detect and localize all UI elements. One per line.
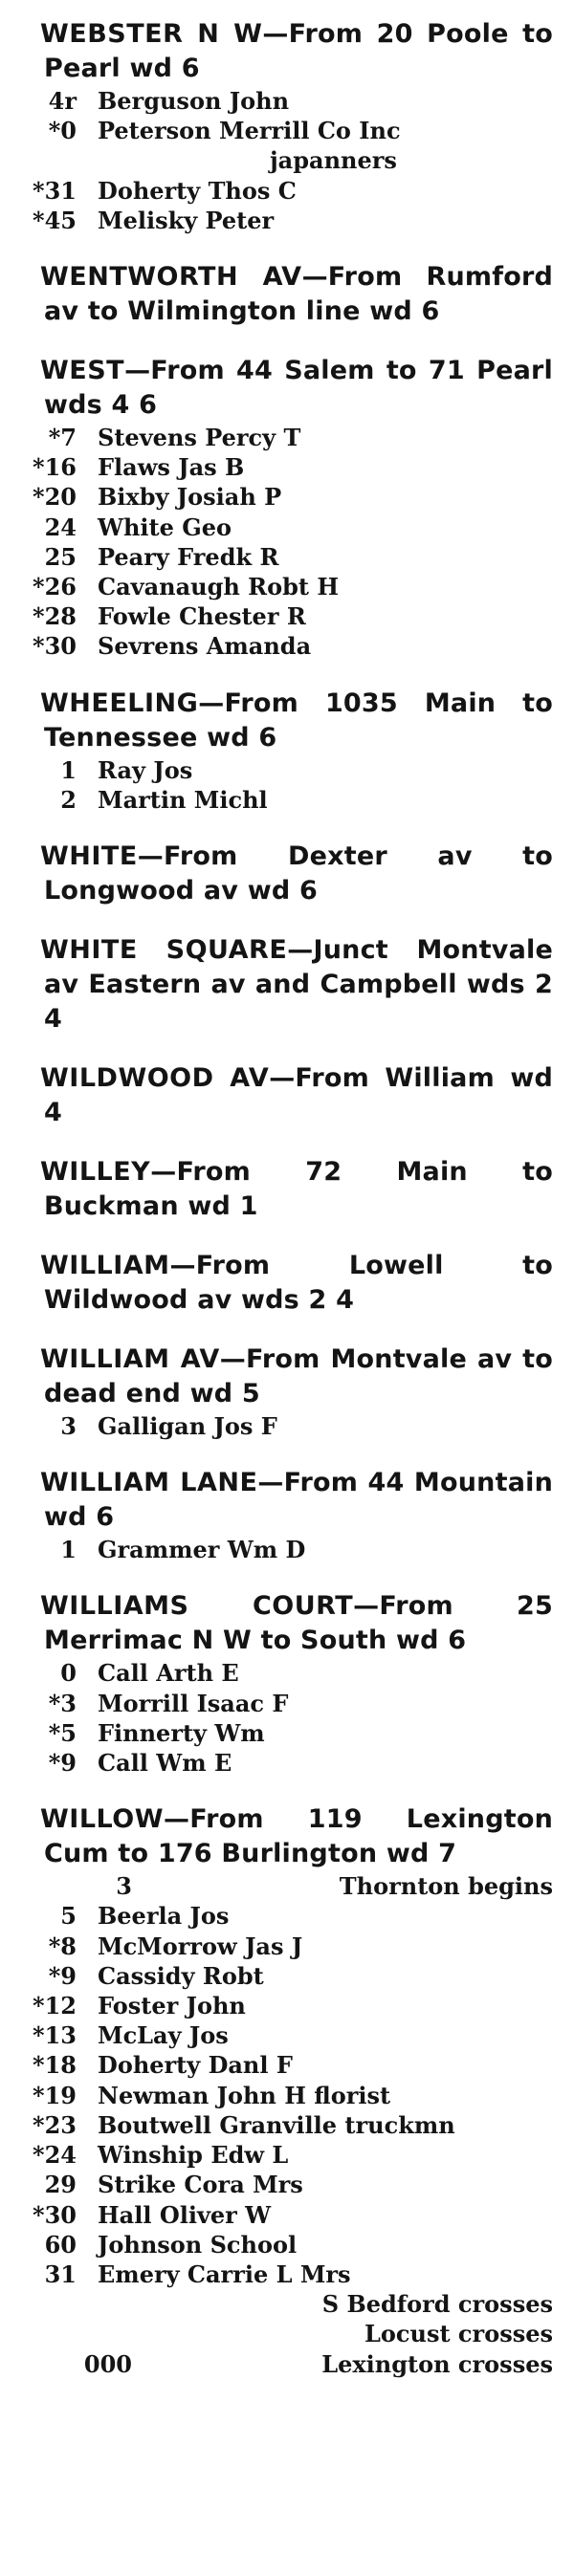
street-block [27,1061,553,1130]
street-heading [27,260,553,329]
street-name: WHITE [40,841,138,872]
dash-separator: — [124,356,151,386]
street-heading [27,1061,553,1130]
house-number: 1 [60,1536,77,1564]
street-description: Junct Montvale av Eastern av and Campbell wds 2 4 [44,935,553,1035]
resident-name: Galligan Jos F [98,1412,277,1441]
resident-name: Cavanaugh Robt H [98,573,340,601]
street-description: From 44 Salem to 71 Pearl wds 4 6 [44,356,553,421]
resident-name: Locust crosses [364,2320,553,2348]
directory-entry [27,2259,553,2289]
resident-name: Bixby Josiah P [98,483,282,512]
dash-separator: — [262,19,289,49]
street-heading [27,1249,553,1318]
directory-entry [27,2319,553,2348]
directory-entry [27,513,553,542]
house-number: *24 [33,2141,77,2170]
directory-entry [27,2020,553,2050]
directory-entry [27,145,553,175]
street-block [27,1466,553,1564]
dash-separator: — [137,841,164,872]
street-block [27,1343,553,1441]
house-number: 5 [60,1902,77,1931]
directory-entry [27,2140,553,2170]
resident-name: Doherty Danl F [98,2051,293,2080]
street-heading [27,933,553,1037]
house-number: *28 [33,602,77,631]
street-block [27,687,553,815]
dash-separator: — [164,1804,190,1835]
resident-name: S Bedford crosses [321,2290,553,2319]
house-number: 1 [60,755,77,784]
street-heading [27,354,553,423]
street-block [27,1802,553,2378]
resident-name: Ray Jos [98,755,193,784]
directory-entry [27,482,553,512]
directory-entry [27,1535,553,1564]
resident-name: Berguson John [98,87,290,115]
resident-name: Hall Oliver W [98,2200,272,2229]
street-description: From 119 Lexington Cum to 176 Burlington wd 7 [44,1804,553,1869]
house-number: *12 [33,1992,77,2020]
house-number: *7 [48,424,77,452]
dash-separator: — [257,1468,284,1498]
directory-entry [27,542,553,572]
directory-entry [27,452,553,482]
street-description: From 20 Poole to Pearl wd 6 [44,19,553,83]
directory-entry [27,1932,553,1961]
street-heading [27,17,553,86]
resident-name: Cassidy Robt [98,1961,264,1990]
street-block [27,933,553,1037]
directory-entry [27,601,553,631]
street-name: WENTWORTH AV [40,262,302,293]
house-number: 31 [44,2259,77,2288]
resident-name: Winship Edw L [98,2141,289,2170]
street-name: WEST [40,356,125,386]
house-number: *23 [33,2110,77,2139]
resident-name: Doherty Thos C [98,176,297,205]
house-number: *9 [48,1749,77,1778]
directory-entry [27,785,553,815]
resident-name: Foster John [98,1992,246,2020]
street-block [27,1155,553,1224]
directory-entry [27,1658,553,1688]
directory-entry [27,2050,553,2080]
resident-name: Finnerty Wm [98,1718,265,1747]
street-description: From Rumford av to Wilmington line wd 6 [44,262,553,327]
resident-name: Flaws Jas B [98,453,245,482]
street-name: WILDWOOD AV [40,1063,270,1094]
directory-entry [27,2200,553,2230]
street-heading [27,1343,553,1411]
directory-entry [27,2289,553,2319]
directory-entry [27,631,553,661]
resident-name: Lexington crosses [321,2349,553,2378]
directory-entry [27,2081,553,2110]
street-name: WILLIAM LANE [40,1468,258,1498]
house-number: *26 [33,573,77,601]
street-heading [27,1466,553,1535]
directory-entry [27,2230,553,2259]
dash-separator: — [219,1344,246,1375]
street-description: From 25 Merrimac N W to South wd 6 [44,1591,553,1656]
dash-separator: — [287,935,314,966]
resident-name: Call Arth E [98,1659,239,1688]
resident-name: Newman John H florist [98,2081,391,2109]
street-name: WHITE SQUARE [40,935,288,966]
street-name: WILLEY [40,1157,151,1188]
resident-name: Peterson Merrill Co Inc [98,117,401,145]
house-number: *31 [33,176,77,205]
house-number: *8 [48,1932,77,1960]
directory-entry [27,1871,553,1901]
street-description: From 72 Main to Buckman wd 1 [44,1157,553,1222]
directory-entry [27,1689,553,1718]
house-number: *3 [48,1689,77,1717]
resident-name: Martin Michl [98,785,268,814]
house-number: 24 [44,513,77,541]
street-heading [27,1155,553,1224]
house-number: *45 [33,206,77,234]
resident-name: Sevrens Amanda [98,632,312,661]
house-number: *16 [33,453,77,482]
street-block [27,840,553,908]
resident-name: Boutwell Granville truckmn [98,2110,455,2139]
house-number: 60 [44,2230,77,2259]
resident-name: japanners [270,146,397,175]
resident-name: Strike Cora Mrs [98,2171,303,2199]
house-number: *5 [48,1718,77,1747]
house-number: 4r [48,87,77,115]
dash-separator: — [301,262,328,293]
house-number: *18 [33,2051,77,2080]
house-number: 3 [116,1872,132,1901]
house-number: 2 [60,785,77,814]
resident-name: Fowle Chester R [98,602,306,631]
resident-name: Call Wm E [98,1749,232,1778]
directory-entry [27,206,553,235]
street-description: From Lowell to Wildwood av wds 2 4 [44,1251,553,1316]
resident-name: Thornton begins [339,1872,553,1901]
house-number: *13 [33,2021,77,2050]
house-number: *0 [48,117,77,145]
dash-separator: — [150,1157,177,1188]
street-name: WILLIAMS COURT [40,1591,354,1622]
dash-separator: — [353,1591,380,1622]
resident-name: McMorrow Jas J [98,1932,303,1960]
street-block [27,1589,553,1778]
resident-name: Stevens Percy T [98,424,301,452]
directory-entry [27,572,553,601]
street-description: From Montvale av to dead end wd 5 [44,1344,553,1409]
resident-name: Grammer Wm D [98,1536,306,1564]
street-block [27,1249,553,1318]
resident-name: Peary Fredk R [98,542,279,571]
house-number: 3 [60,1412,77,1441]
directory-entry [27,1961,553,1991]
house-number: 29 [44,2171,77,2199]
house-number: 0 [60,1659,77,1688]
street-description: From Dexter av to Longwood av wd 6 [44,841,553,906]
directory-entry [27,86,553,116]
street-name: WEBSTER N W [40,19,263,49]
street-name: WILLIAM AV [40,1344,220,1375]
resident-name: Morrill Isaac F [98,1689,289,1717]
resident-name: Beerla Jos [98,1902,230,1931]
house-number: 25 [44,542,77,571]
street-heading [27,1589,553,1658]
directory-entry [27,1991,553,2020]
resident-name: McLay Jos [98,2021,229,2050]
directory-entry [27,1748,553,1778]
directory-entry [27,1718,553,1748]
street-name: WHEELING [40,688,199,718]
directory-entry [27,116,553,145]
street-heading [27,1802,553,1871]
street-description: From 44 Mountain wd 6 [44,1468,553,1533]
directory-entry [27,755,553,785]
directory-entry [27,2349,553,2379]
directory-entry [27,2110,553,2140]
street-heading [27,687,553,755]
directory-entry [27,2170,553,2199]
resident-name: Emery Carrie L Mrs [98,2259,351,2288]
street-name: WILLOW [40,1804,165,1835]
street-description: From 1035 Main to Tennessee wd 6 [44,688,553,753]
directory-entry [27,1901,553,1931]
house-number: *19 [33,2081,77,2109]
street-name: WILLIAM [40,1251,170,1281]
resident-name: White Geo [98,513,232,541]
directory-entry [27,1411,553,1441]
resident-name: Melisky Peter [98,206,275,234]
house-number: *30 [33,632,77,661]
directory-entry [27,176,553,206]
street-heading [27,840,553,908]
directory-entry [27,423,553,452]
house-number: *20 [33,483,77,512]
street-description: From William wd 4 [44,1063,553,1128]
dash-separator: — [198,688,225,718]
dash-separator: — [169,1251,196,1281]
street-block [27,354,553,662]
dash-separator: — [269,1063,296,1094]
house-number: *30 [33,2200,77,2229]
house-number: *9 [48,1961,77,1990]
street-block [27,260,553,329]
street-block [27,17,553,235]
resident-name: Johnson School [98,2230,298,2259]
house-number: 000 [83,2349,132,2378]
